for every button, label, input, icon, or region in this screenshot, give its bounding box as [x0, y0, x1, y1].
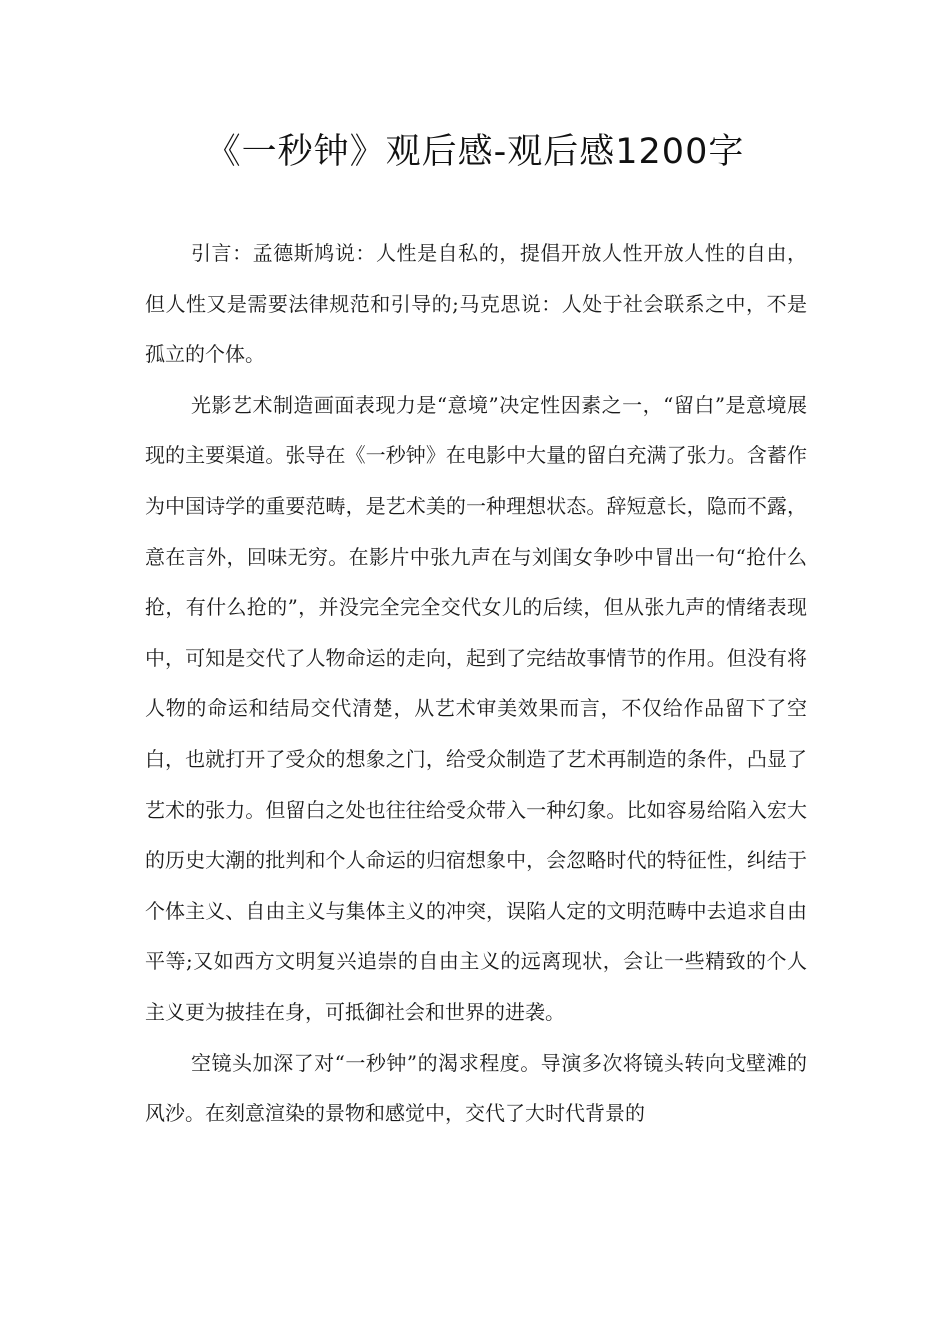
paragraph-liubai: 光影艺术制造画面表现力是“意境”决定性因素之一，“留白”是意境展现的主要渠道。张导在《一秒钟》在电影中大量的留白充满了张力。含蓄作为中国诗学的重要范畴，是艺术美的一种理想状态。辞短意长，隐而不露，意在言外，回味无穷。在影片中张九声在与刘闺女争吵中冒出一句“抢什么抢，有什么抢的”，并没完全完全交代女儿的后续，但从张九声的情绪表现中，可知是交代了人物命运的走向，起到了完结故事情节的作用。但没有将人物的命运和结局交代清楚，从艺术审美效果而言，不仅给作品留下了空白，也就打开了受众的想象之门，给受众制造了艺术再制造的条件，凸显了艺术的张力。但留白之处也往往给受众带入一种幻象。比如容易给陷入宏大的历史大潮的批判和个人命运的归宿想象中，会忽略时代的特征性，纠结于个体主义、自由主义与集体主义的冲突，误陷人定的文明范畴中去追求自由平等;又如西方文明复兴追崇的自由主义的远离现状，会让一些精致的个人主义更为披挂在身，可抵御社会和世界的进袭。	[145, 392, 807, 1024]
paragraph-intro: 引言：孟德斯鸠说：人性是自私的，提倡开放人性开放人性的自由，但人性又是需要法律规范和引导的;马克思说：人处于社会联系之中，不是孤立的个体。	[145, 241, 807, 367]
document-body	[145, 228, 807, 1139]
paragraph-empty-shot: 空镜头加深了对“一秒钟”的渴求程度。导演多次将镜头转向戈壁滩的风沙。在刻意渲染的景物和感觉中，交代了大时代背景的	[145, 1050, 807, 1126]
document-title: 《一秒钟》观后感-观后感1200字	[205, 132, 745, 172]
